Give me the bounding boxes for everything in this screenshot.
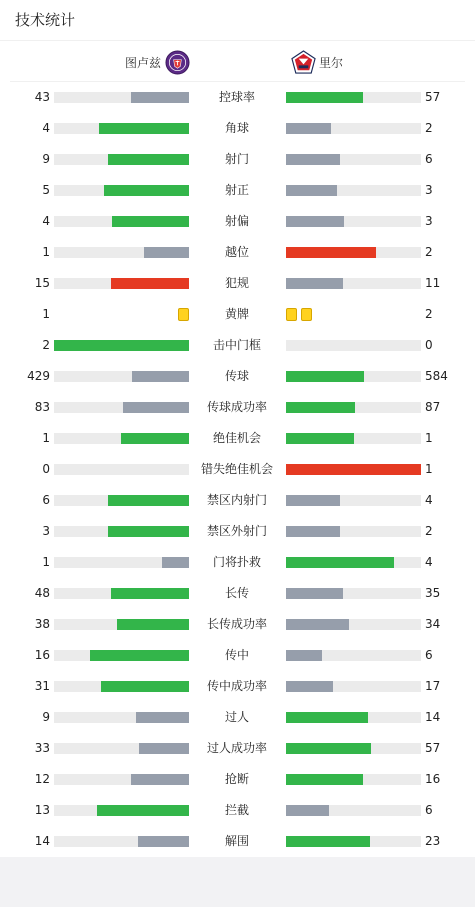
away-bar-fill — [286, 433, 354, 444]
home-value: 48 — [34, 586, 50, 600]
home-bar-fill — [90, 650, 189, 661]
away-bar-track — [286, 340, 421, 351]
stat-row — [0, 423, 475, 454]
stat-label: 解围 — [224, 834, 249, 848]
away-bar-track — [286, 681, 421, 692]
away-bar-track — [286, 619, 421, 630]
home-yellow-cards — [178, 308, 189, 321]
stat-label: 传球 — [224, 369, 249, 383]
stat-row — [0, 733, 475, 764]
stat-row — [0, 547, 475, 578]
home-bar-fill — [132, 371, 189, 382]
home-bar-track — [54, 123, 189, 134]
home-bar-fill — [144, 247, 189, 258]
stat-row — [0, 82, 475, 113]
stat-label: 错失绝佳机会 — [200, 462, 273, 476]
home-value: 38 — [34, 617, 50, 631]
stat-row — [0, 702, 475, 733]
home-team[interactable] — [125, 49, 190, 75]
home-value: 9 — [42, 152, 50, 166]
stat-row — [0, 206, 475, 237]
toulouse-crest-icon — [165, 50, 190, 75]
away-bar-fill — [286, 495, 340, 506]
home-value: 16 — [34, 648, 50, 662]
away-bar-fill — [286, 278, 343, 289]
away-value: 57 — [425, 90, 441, 104]
away-bar-fill — [286, 650, 322, 661]
home-value: 1 — [42, 431, 50, 445]
stat-row — [0, 175, 475, 206]
away-value: 6 — [425, 803, 433, 817]
stat-label: 射门 — [224, 152, 249, 166]
home-bar-fill — [108, 154, 189, 165]
away-value: 2 — [425, 121, 433, 135]
away-value: 584 — [425, 369, 448, 383]
home-value: 83 — [34, 400, 50, 414]
stat-label: 传中 — [224, 648, 249, 662]
away-bar-fill — [286, 185, 337, 196]
home-value: 6 — [42, 493, 50, 507]
away-team[interactable] — [291, 49, 343, 75]
away-value: 16 — [425, 772, 441, 786]
home-value: 33 — [34, 741, 50, 755]
away-value: 2 — [425, 307, 433, 321]
away-bar-track — [286, 743, 421, 754]
stat-row — [0, 268, 475, 299]
stat-label: 射正 — [224, 183, 249, 197]
away-value: 3 — [425, 214, 433, 228]
stat-row — [0, 485, 475, 516]
home-bar-fill — [162, 557, 189, 568]
home-bar-track — [54, 557, 189, 568]
yellow-card-icon — [178, 308, 189, 321]
away-bar-track — [286, 433, 421, 444]
stat-row — [0, 609, 475, 640]
stat-label: 抢断 — [224, 772, 249, 786]
away-bar-fill — [286, 123, 331, 134]
away-bar-track — [286, 495, 421, 506]
home-bar-fill — [131, 774, 189, 785]
away-bar-fill — [286, 712, 368, 723]
home-value: 0 — [42, 462, 50, 476]
home-bar-track — [54, 650, 189, 661]
away-team-name: 里尔 — [319, 55, 344, 70]
home-bar-track — [54, 681, 189, 692]
stat-row — [0, 299, 475, 330]
stat-label: 过人 — [224, 710, 249, 724]
away-bar-track — [286, 588, 421, 599]
home-bar-track — [54, 619, 189, 630]
home-value: 31 — [34, 679, 50, 693]
home-value: 43 — [34, 90, 50, 104]
home-value: 429 — [27, 369, 50, 383]
home-bar-fill — [117, 619, 189, 630]
away-bar-fill — [286, 836, 370, 847]
away-bar-fill — [286, 216, 344, 227]
home-bar-track — [54, 216, 189, 227]
stat-row — [0, 578, 475, 609]
home-bar-fill — [99, 123, 189, 134]
stat-row — [0, 671, 475, 702]
home-bar-track — [54, 712, 189, 723]
home-bar-track — [54, 92, 189, 103]
home-bar-fill — [123, 402, 189, 413]
away-bar-track — [286, 836, 421, 847]
away-bar-fill — [286, 557, 394, 568]
stat-label: 绝佳机会 — [212, 431, 261, 445]
away-value: 2 — [425, 245, 433, 259]
home-bar-track — [54, 774, 189, 785]
away-bar-fill — [286, 154, 340, 165]
away-bar-fill — [286, 743, 371, 754]
away-value: 4 — [425, 555, 433, 569]
away-value: 11 — [425, 276, 441, 290]
home-value: 1 — [42, 307, 50, 321]
stat-row — [0, 795, 475, 826]
home-value: 1 — [42, 245, 50, 259]
home-value: 12 — [34, 772, 50, 786]
away-bar-track — [286, 526, 421, 537]
away-bar-track — [286, 805, 421, 816]
stat-label: 长传 — [224, 586, 249, 600]
away-bar-track — [286, 464, 421, 475]
away-value: 17 — [425, 679, 441, 693]
stat-label: 禁区内射门 — [206, 493, 267, 507]
home-value: 13 — [34, 803, 50, 817]
home-bar-fill — [131, 92, 189, 103]
away-value: 3 — [425, 183, 433, 197]
stat-label: 传中成功率 — [206, 679, 267, 693]
away-bar-fill — [286, 247, 376, 258]
stat-label: 黄牌 — [224, 307, 249, 321]
home-bar-fill — [111, 278, 189, 289]
away-bar-fill — [286, 371, 364, 382]
away-value: 35 — [425, 586, 441, 600]
stat-label: 击中门框 — [212, 338, 261, 352]
stat-row — [0, 113, 475, 144]
home-bar-track — [54, 805, 189, 816]
home-bar-track — [54, 278, 189, 289]
away-bar-track — [286, 557, 421, 568]
away-value: 23 — [425, 834, 441, 848]
away-bar-track — [286, 650, 421, 661]
home-team-name: 图卢兹 — [124, 55, 161, 70]
stat-row — [0, 640, 475, 671]
stat-label: 过人成功率 — [206, 741, 267, 755]
yellow-card-icon — [286, 308, 297, 321]
home-value: 2 — [42, 338, 50, 352]
away-value: 6 — [425, 152, 433, 166]
home-bar-track — [54, 340, 189, 351]
home-bar-track — [54, 247, 189, 258]
home-bar-track — [54, 464, 189, 475]
stat-row — [0, 764, 475, 795]
home-bar-fill — [138, 836, 189, 847]
stat-label: 长传成功率 — [206, 617, 267, 631]
home-bar-fill — [101, 681, 189, 692]
lille-crest-icon — [291, 50, 316, 75]
stat-row — [0, 330, 475, 361]
away-bar-track — [286, 216, 421, 227]
away-bar-fill — [286, 526, 340, 537]
home-bar-fill — [112, 216, 189, 227]
stat-label: 角球 — [224, 121, 249, 135]
home-bar-fill — [108, 526, 189, 537]
home-value: 1 — [42, 555, 50, 569]
away-value: 0 — [425, 338, 433, 352]
away-bar-track — [286, 712, 421, 723]
away-bar-fill — [286, 805, 329, 816]
away-value: 1 — [425, 462, 433, 476]
home-bar-track — [54, 433, 189, 444]
home-value: 4 — [42, 121, 50, 135]
home-bar-track — [54, 185, 189, 196]
stat-row — [0, 144, 475, 175]
away-bar-track — [286, 247, 421, 258]
away-bar-fill — [286, 774, 363, 785]
page-title: 技术统计 — [15, 11, 76, 29]
stat-row — [0, 392, 475, 423]
stat-label: 控球率 — [218, 90, 255, 104]
stat-label: 门将扑救 — [212, 555, 261, 569]
away-bar-track — [286, 278, 421, 289]
home-bar-track — [54, 495, 189, 506]
home-bar-fill — [108, 495, 189, 506]
stat-label: 拦截 — [224, 803, 249, 817]
home-bar-fill — [121, 433, 189, 444]
stat-row — [0, 826, 475, 857]
home-bar-track — [54, 588, 189, 599]
away-bar-fill — [286, 619, 349, 630]
away-bar-track — [286, 123, 421, 134]
away-bar-fill — [286, 402, 355, 413]
stat-row — [0, 516, 475, 547]
away-bar-fill — [286, 681, 333, 692]
stat-row — [0, 454, 475, 485]
away-value: 2 — [425, 524, 433, 538]
away-yellow-cards — [286, 308, 312, 321]
home-bar-fill — [104, 185, 189, 196]
stat-label: 射偏 — [224, 214, 249, 228]
away-bar-track — [286, 371, 421, 382]
home-value: 3 — [42, 524, 50, 538]
home-bar-track — [54, 836, 189, 847]
home-bar-fill — [139, 743, 189, 754]
away-bar-track — [286, 774, 421, 785]
home-bar-track — [54, 526, 189, 537]
team-header — [10, 41, 465, 82]
home-value: 5 — [42, 183, 50, 197]
home-value: 14 — [34, 834, 50, 848]
home-value: 15 — [34, 276, 50, 290]
away-bar-fill — [286, 464, 421, 475]
stat-label: 传球成功率 — [206, 400, 267, 414]
home-bar-fill — [97, 805, 189, 816]
away-value: 6 — [425, 648, 433, 662]
away-value: 14 — [425, 710, 441, 724]
away-value: 57 — [425, 741, 441, 755]
home-bar-track — [54, 743, 189, 754]
home-value: 4 — [42, 214, 50, 228]
stat-label: 禁区外射门 — [206, 524, 267, 538]
yellow-card-icon — [301, 308, 312, 321]
home-bar-fill — [136, 712, 189, 723]
away-value: 34 — [425, 617, 441, 631]
home-value: 9 — [42, 710, 50, 724]
away-bar-track — [286, 402, 421, 413]
away-value: 4 — [425, 493, 433, 507]
away-bar-track — [286, 185, 421, 196]
home-bar-track — [54, 154, 189, 165]
home-bar-track — [54, 402, 189, 413]
stat-row — [0, 361, 475, 392]
away-bar-track — [286, 92, 421, 103]
away-bar-fill — [286, 588, 343, 599]
stat-row — [0, 237, 475, 268]
stat-label: 犯规 — [224, 276, 249, 290]
home-bar-fill — [54, 340, 189, 351]
away-bar-track — [286, 154, 421, 165]
away-bar-fill — [286, 92, 363, 103]
home-bar-track — [54, 371, 189, 382]
home-bar-fill — [111, 588, 189, 599]
away-value: 1 — [425, 431, 433, 445]
stat-label: 越位 — [224, 245, 249, 259]
away-value: 87 — [425, 400, 441, 414]
